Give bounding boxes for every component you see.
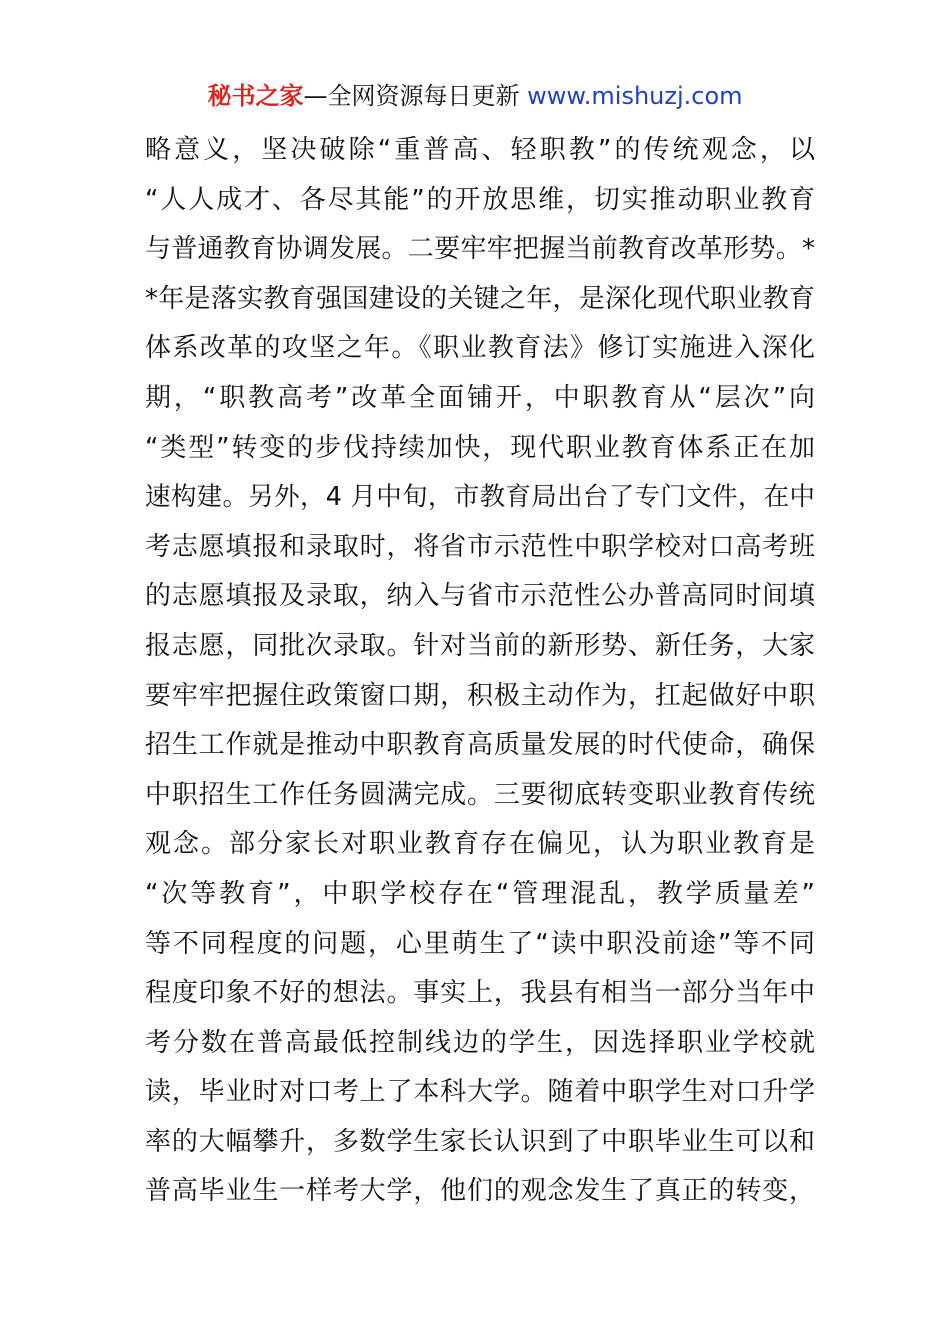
text-line: 略意义，坚决破除“重普高、轻职教”的传统观念，以	[145, 135, 815, 165]
text-line: 与普通教育协调发展。二要牢牢把握当前教育改革形势。*	[145, 234, 815, 265]
text-line: 报志愿，同批次录取。针对当前的新形势、新任务，大家	[145, 630, 815, 661]
text-line: 观念。部分家长对职业教育存在偏见，认为职业教育是	[145, 829, 815, 860]
site-tagline: —全网资源每日更新	[303, 82, 528, 110]
text-line: “人人成才、各尽其能”的开放思维，切实推动职业教育	[145, 184, 815, 215]
text-line: 招生工作就是推动中职教育高质量发展的时代使命，确保	[145, 730, 815, 761]
page-header	[0, 78, 950, 114]
text-line: 程度印象不好的想法。事实上，我县有相当一部分当年中	[145, 978, 815, 1009]
text-line: 的志愿填报及录取，纳入与省市示范性公办普高同时间填	[145, 581, 815, 612]
text-line: 速构建。另外，4 月中旬，市教育局出台了专门文件，在中	[145, 482, 815, 513]
text-line: 率的大幅攀升，多数学生家长认识到了中职毕业生可以和	[145, 1126, 815, 1157]
site-brand: 秘书之家	[207, 82, 304, 110]
text-line: 读，毕业时对口考上了本科大学。随着中职学生对口升学	[145, 1077, 815, 1108]
text-line: 考志愿填报和录取时，将省市示范性中职学校对口高考班	[145, 531, 815, 562]
document-body	[145, 126, 815, 1217]
text-line: 中职招生工作任务圆满完成。三要彻底转变职业教育传统	[145, 779, 815, 810]
text-line: 要牢牢把握住政策窗口期，积极主动作为，扛起做好中职	[145, 680, 815, 711]
text-line: “次等教育”，中职学校存在“管理混乱，教学质量差”	[145, 878, 815, 909]
text-line: 考分数在普高最低控制线边的学生，因选择职业学校就	[145, 1027, 815, 1058]
text-line: 期，“职教高考”改革全面铺开，中职教育从“层次”向	[145, 382, 815, 413]
text-line: 体系改革的攻坚之年。《职业教育法》修订实施进入深化	[145, 333, 815, 364]
site-url[interactable]: www.mishuzj.com	[527, 82, 743, 110]
text-line: 等不同程度的问题，心里萌生了“读中职没前途”等不同	[145, 928, 815, 959]
text-line: 普高毕业生一样考大学，他们的观念发生了真正的转变，	[145, 1176, 815, 1207]
text-line: “类型”转变的步伐持续加快，现代职业教育体系正在加	[145, 432, 815, 463]
text-line: *年是落实教育强国建设的关键之年，是深化现代职业教育	[145, 283, 815, 314]
